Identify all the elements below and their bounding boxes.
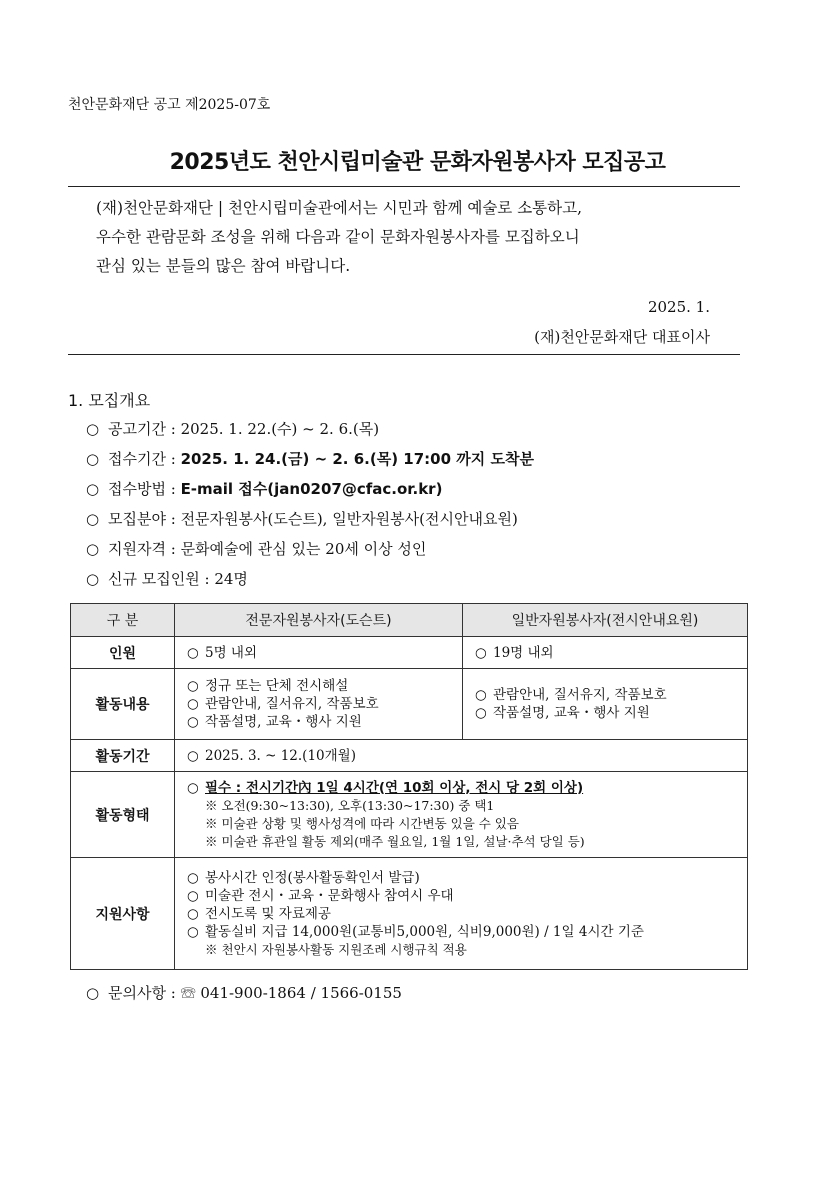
row-label: 인원 — [71, 637, 175, 669]
intro-paragraph — [96, 194, 726, 281]
table-row — [71, 637, 748, 669]
header-general: 일반자원봉사자(전시안내요원) — [463, 604, 748, 637]
header-category: 구 분 — [71, 604, 175, 637]
cell-text: 19명 내외 — [493, 644, 554, 661]
circle-bullet-icon: ○ — [475, 705, 487, 721]
note-mark-icon: ※ — [205, 797, 218, 813]
cell-text: 미술관 전시・교육・문화행사 참여시 우대 — [205, 887, 454, 904]
circle-bullet-icon: ○ — [86, 540, 100, 558]
note-text: 천안시 자원봉사활동 지원조례 시행규칙 적용 — [221, 941, 467, 957]
table-cell — [175, 740, 748, 772]
intro-line: 우수한 관람문화 조성을 위해 다음과 같이 문화자원봉사자를 모집하오니 — [96, 228, 580, 246]
table-cell — [463, 669, 748, 740]
circle-bullet-icon: ○ — [187, 905, 199, 922]
circle-bullet-icon: ○ — [86, 510, 100, 528]
note-mark-icon: ※ — [205, 815, 218, 831]
row-label: 지원사항 — [71, 858, 175, 970]
item-label: 공고기간 : — [108, 420, 181, 438]
contact-phone: 041-900-1864 / 1566-0155 — [200, 984, 402, 1002]
item-label: 신규 모집인원 : — [108, 570, 215, 588]
cell-text: 필수 : 전시기간內 1일 4시간(연 10회 이상, 전시 당 2회 이상) — [205, 779, 584, 796]
item-value: 2025. 1. 24.(금) ~ 2. 6.(목) 17:00 까지 도착분 — [180, 450, 534, 468]
cell-text: 5명 내외 — [205, 644, 258, 661]
item-label: 지원자격 : — [108, 540, 181, 558]
note-text: 미술관 휴관일 활동 제외(매주 월요일, 1월 1일, 설날·추석 당일 등) — [221, 833, 585, 849]
phone-icon: ☏ — [180, 984, 196, 1002]
row-label: 활동기간 — [71, 740, 175, 772]
circle-bullet-icon: ○ — [86, 570, 100, 588]
top-divider — [68, 186, 740, 187]
table-cell — [175, 858, 748, 970]
cell-text: 활동실비 지급 14,000원(교통비5,000원, 식비9,000원) / 1일 4시간 기준 — [205, 923, 644, 940]
circle-bullet-icon: ○ — [187, 678, 199, 694]
table-cell — [463, 637, 748, 669]
circle-bullet-icon: ○ — [187, 869, 199, 886]
table-row — [71, 740, 748, 772]
item-value: E-mail 접수(jan0207@cfac.or.kr) — [180, 480, 443, 498]
item-value: 문화예술에 관심 있는 20세 이상 성인 — [180, 540, 427, 558]
item-label: 접수기간 : — [108, 450, 181, 468]
overview-list — [86, 414, 534, 594]
bottom-divider — [68, 354, 740, 355]
circle-bullet-icon: ○ — [187, 923, 199, 940]
circle-bullet-icon: ○ — [86, 420, 100, 438]
item-label: 접수방법 : — [108, 480, 181, 498]
table-row — [71, 772, 748, 858]
note-text: 오전(9:30~13:30), 오후(13:30~17:30) 중 택1 — [221, 797, 495, 813]
item-value: 2025. 1. 22.(수) ~ 2. 6.(목) — [180, 420, 380, 438]
circle-bullet-icon: ○ — [86, 984, 100, 1002]
item-value: 24명 — [214, 570, 248, 588]
table-cell — [175, 772, 748, 858]
note-text: 미술관 상황 및 행사성격에 따라 시간변동 있을 수 있음 — [221, 815, 519, 831]
intro-line: 관심 있는 분들의 많은 참여 바랍니다. — [96, 257, 351, 275]
table-header-row — [71, 604, 748, 637]
list-item — [86, 444, 534, 474]
contact-info — [86, 982, 402, 1003]
list-item — [86, 414, 534, 444]
circle-bullet-icon: ○ — [187, 779, 199, 796]
header-docent: 전문자원봉사자(도슨트) — [175, 604, 463, 637]
page-title: 2025년도 천안시립미술관 문화자원봉사자 모집공고 — [169, 150, 666, 175]
circle-bullet-icon: ○ — [86, 450, 100, 468]
table-cell — [175, 669, 463, 740]
list-item — [86, 504, 534, 534]
table-row — [71, 858, 748, 970]
note-mark-icon: ※ — [205, 941, 218, 957]
table-row — [71, 669, 748, 740]
contact-label: 문의사항 : — [108, 984, 181, 1002]
cell-text: 정규 또는 단체 전시해설 — [205, 678, 349, 694]
circle-bullet-icon: ○ — [187, 696, 199, 712]
cell-text: 2025. 3. ~ 12.(10개월) — [205, 747, 356, 764]
cell-text: 작품설명, 교육・행사 지원 — [493, 705, 650, 721]
list-item — [86, 474, 534, 504]
circle-bullet-icon: ○ — [86, 480, 100, 498]
circle-bullet-icon: ○ — [187, 747, 199, 764]
list-item — [86, 534, 534, 564]
circle-bullet-icon: ○ — [475, 687, 487, 703]
recruitment-table — [70, 603, 748, 970]
cell-text: 전시도록 및 자료제공 — [205, 905, 331, 922]
circle-bullet-icon: ○ — [187, 644, 199, 661]
table-cell — [175, 637, 463, 669]
row-label: 활동형태 — [71, 772, 175, 858]
announcement-date: 2025. 1. — [647, 298, 710, 316]
signer: (재)천안문화재단 대표이사 — [534, 328, 710, 346]
item-value: 전문자원봉사(도슨트), 일반자원봉사(전시안내요원) — [180, 510, 518, 528]
row-label: 활동내용 — [71, 669, 175, 740]
list-item — [86, 564, 534, 594]
note-mark-icon: ※ — [205, 833, 218, 849]
circle-bullet-icon: ○ — [475, 644, 487, 661]
cell-text: 관람안내, 질서유지, 작품보호 — [205, 696, 379, 712]
circle-bullet-icon: ○ — [187, 887, 199, 904]
section-title: 1. 모집개요 — [68, 391, 151, 410]
item-label: 모집분야 : — [108, 510, 181, 528]
cell-text: 관람안내, 질서유지, 작품보호 — [493, 687, 667, 703]
cell-text: 봉사시간 인정(봉사활동확인서 발급) — [205, 869, 420, 886]
cell-text: 작품설명, 교육・행사 지원 — [205, 714, 362, 730]
notice-number: 천안문화재단 공고 제2025-07호 — [68, 97, 271, 113]
circle-bullet-icon: ○ — [187, 714, 199, 730]
intro-line: (재)천안문화재단 | 천안시립미술관에서는 시민과 함께 예술로 소통하고, — [96, 199, 583, 217]
